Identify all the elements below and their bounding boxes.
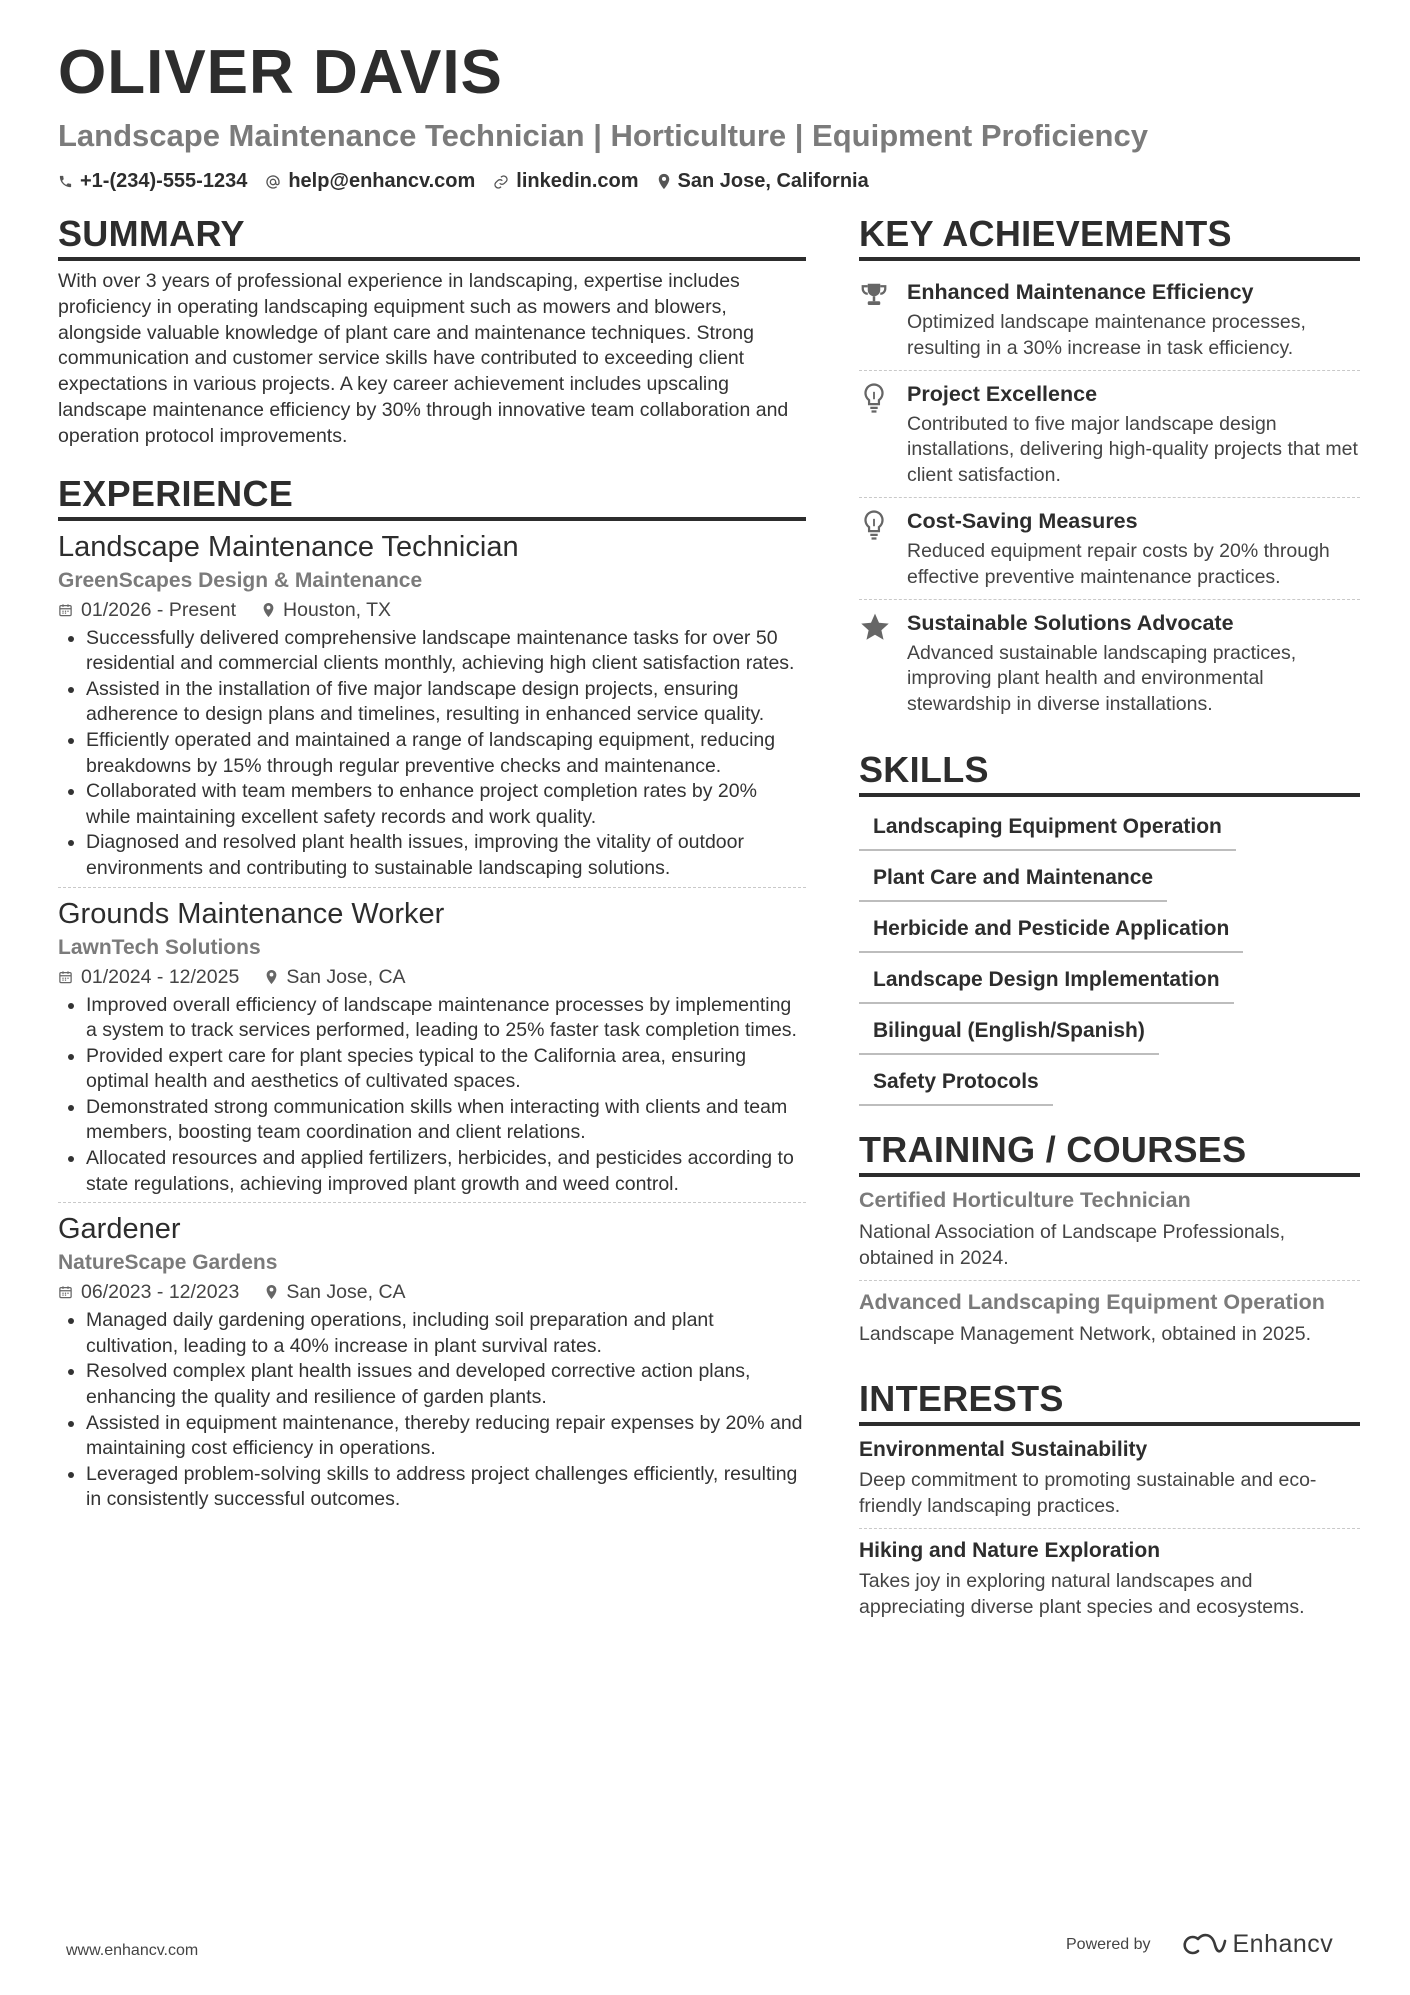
job-title: Gardener xyxy=(58,1213,181,1246)
experience-section xyxy=(58,472,806,1518)
right-column xyxy=(859,212,1360,1629)
job-location: Houston, TX xyxy=(283,598,392,621)
achievement-item xyxy=(859,497,1360,599)
interest-title: Environmental Sustainability xyxy=(859,1438,1148,1462)
job-company: LawnTech Solutions xyxy=(58,935,261,959)
location-text: San Jose, California xyxy=(677,170,869,192)
job-meta xyxy=(58,1278,806,1306)
interest-desc: Deep commitment to promoting sustainable and eco-friendly landscaping practices. xyxy=(859,1469,1317,1518)
summary-text: With over 3 years of professional experience in landscaping, expertise includes proficiency in operating landscaping equipment such as mowers and blowers, alongside valuable knowledge of plant care and maintenance techniques. Strong communication and customer service skills have contributed to exceeding client expectations in various projects. A key career achievement includes upscaling landscape maintenance efficiency by 30% through innovative team collaboration and operation protocol improvements. xyxy=(58,270,789,447)
job-entry xyxy=(58,887,806,1203)
candidate-headline: Landscape Maintenance Technician | Horticulture | Equipment Proficiency xyxy=(58,118,1148,153)
interest-title: Hiking and Nature Exploration xyxy=(859,1538,1161,1562)
achievement-title: Cost-Saving Measures xyxy=(907,508,1138,533)
bullet-item: Demonstrated strong communication skills when interacting with clients and team members, boosting team coordination and client relations. xyxy=(58,1095,806,1146)
lightbulb-icon xyxy=(859,509,889,541)
location-pin-icon xyxy=(265,969,278,985)
bullet-item: Successfully delivered comprehensive landscape maintenance tasks for over 50 residential and commercial clients monthly, achieving high client satisfaction rates. xyxy=(58,626,806,677)
training-heading: TRAINING / COURSES xyxy=(859,1128,1360,1177)
job-meta xyxy=(58,963,806,991)
trophy-icon xyxy=(859,280,889,310)
achievement-item xyxy=(859,370,1360,497)
bullet-item: Improved overall efficiency of landscape maintenance processes by implementing a system to track services performed, leading to 25% faster task completion times. xyxy=(58,993,806,1044)
experience-heading: EXPERIENCE xyxy=(58,472,806,521)
job-dates: 06/2023 - 12/2023 xyxy=(81,1281,240,1304)
job-company: NatureScape Gardens xyxy=(58,1251,278,1275)
skills-heading: SKILLS xyxy=(859,748,1360,797)
skill-tag: Herbicide and Pesticide Application xyxy=(859,907,1243,953)
contact-location xyxy=(657,170,869,193)
skill-tag: Landscaping Equipment Operation xyxy=(859,805,1236,851)
course-item xyxy=(859,1280,1360,1356)
bullet-item: Leveraged problem-solving skills to address project challenges efficiently, resulting in consistently successful outcomes. xyxy=(58,1462,806,1513)
enhancv-logo-icon xyxy=(1177,1932,1227,1958)
interests-heading: INTERESTS xyxy=(859,1377,1360,1426)
contact-bar xyxy=(58,170,887,193)
course-title: Certified Horticulture Technician xyxy=(859,1187,1191,1212)
calendar-icon xyxy=(58,602,73,618)
calendar-icon xyxy=(58,1284,73,1300)
link-icon xyxy=(493,174,509,190)
location-pin-icon xyxy=(265,1284,278,1300)
job-meta xyxy=(58,596,806,624)
bullet-item: Managed daily gardening operations, including soil preparation and plant cultivation, leading to a 40% increase in plant survival rates. xyxy=(58,1308,806,1359)
interest-item xyxy=(859,1434,1360,1528)
lightbulb-icon xyxy=(859,382,889,414)
course-item xyxy=(859,1185,1360,1280)
bullet-item: Assisted in the installation of five major landscape design projects, ensuring adherence to design plans and timelines, resulting in enhanced service quality. xyxy=(58,677,806,728)
email-text: help@enhancv.com xyxy=(288,170,476,192)
achievement-desc: Reduced equipment repair costs by 20% through effective preventive maintenance practices. xyxy=(907,539,1330,588)
course-title: Advanced Landscaping Equipment Operation xyxy=(859,1289,1325,1314)
left-column xyxy=(58,212,806,1518)
job-title: Landscape Maintenance Technician xyxy=(58,530,519,563)
summary-heading: SUMMARY xyxy=(58,212,806,261)
bullet-item: Diagnosed and resolved plant health issues, improving the vitality of outdoor environments and contributing to sustainable landscaping solutions. xyxy=(58,830,806,881)
linkedin-text: linkedin.com xyxy=(516,170,639,192)
achievement-title: Enhanced Maintenance Efficiency xyxy=(907,280,1254,304)
achievement-desc: Advanced sustainable landscaping practices, improving plant health and environmental stewardship in diverse installations. xyxy=(907,641,1297,716)
job-bullets xyxy=(58,1308,806,1513)
skill-tag: Safety Protocols xyxy=(859,1060,1053,1106)
skills-section xyxy=(859,748,1360,1106)
job-bullets xyxy=(58,626,806,882)
contact-linkedin[interactable] xyxy=(493,170,638,193)
job-company: GreenScapes Design & Maintenance xyxy=(58,568,423,592)
summary-section xyxy=(58,212,806,450)
powered-by-label: Powered by xyxy=(1066,1935,1151,1953)
training-section xyxy=(859,1128,1360,1355)
bullet-item: Assisted in equipment maintenance, thereby reducing repair expenses by 20% and maintaining cost efficiency in operations. xyxy=(58,1411,806,1462)
achievement-desc: Contributed to five major landscape design installations, delivering high-quality projects that met client satisfaction. xyxy=(907,412,1358,487)
bullet-item: Resolved complex plant health issues and developed corrective action plans, enhancing the quality and resilience of garden plants. xyxy=(58,1359,806,1410)
footer-website[interactable]: www.enhancv.com xyxy=(66,1942,199,1959)
location-pin-icon xyxy=(657,173,671,190)
bullet-item: Collaborated with team members to enhance project completion rates by 20% while maintaining excellent safety records and work quality. xyxy=(58,779,806,830)
interests-section xyxy=(859,1377,1360,1628)
phone-text: +1-(234)-555-1234 xyxy=(80,170,248,192)
bullet-item: Efficiently operated and maintained a range of landscaping equipment, reducing breakdowns by 15% through regular preventive checks and maintenance. xyxy=(58,728,806,779)
job-title: Grounds Maintenance Worker xyxy=(58,897,445,930)
footer-powered-by[interactable] xyxy=(1066,1930,1333,1959)
course-desc: Landscape Management Network, obtained in 2025. xyxy=(859,1322,1312,1345)
achievements-heading: KEY ACHIEVEMENTS xyxy=(859,212,1360,261)
bullet-item: Provided expert care for plant species typical to the California area, ensuring optimal health and aesthetics of cultivated spaces. xyxy=(58,1044,806,1095)
course-desc: National Association of Landscape Professionals, obtained in 2024. xyxy=(859,1220,1286,1269)
contact-phone[interactable] xyxy=(58,170,247,193)
skill-tag: Landscape Design Implementation xyxy=(859,958,1234,1004)
job-entry xyxy=(58,1202,806,1518)
interest-desc: Takes joy in exploring natural landscapes and appreciating diverse plant species and ecosystems. xyxy=(859,1569,1305,1618)
star-icon xyxy=(859,611,891,643)
calendar-icon xyxy=(58,969,73,985)
enhancv-brand: Enhancv xyxy=(1232,1930,1334,1958)
interest-item xyxy=(859,1528,1360,1629)
job-dates: 01/2026 - Present xyxy=(81,598,237,621)
at-icon xyxy=(265,174,281,190)
phone-icon xyxy=(58,174,73,189)
location-pin-icon xyxy=(262,602,275,618)
job-dates: 01/2024 - 12/2025 xyxy=(81,965,240,988)
achievement-item xyxy=(859,269,1360,370)
job-location: San Jose, CA xyxy=(286,1281,406,1304)
job-entry xyxy=(58,529,806,887)
candidate-name: OLIVER DAVIS xyxy=(58,38,503,107)
skill-tag: Bilingual (English/Spanish) xyxy=(859,1009,1159,1055)
achievement-desc: Optimized landscape maintenance processes, resulting in a 30% increase in task efficiency. xyxy=(907,311,1306,359)
achievement-item xyxy=(859,599,1360,726)
achievement-title: Sustainable Solutions Advocate xyxy=(907,610,1234,635)
achievements-section xyxy=(859,212,1360,726)
job-location: San Jose, CA xyxy=(286,965,406,988)
bullet-item: Allocated resources and applied fertilizers, herbicides, and pesticides according to state regulations, achieving improved plant growth and weed control. xyxy=(58,1146,806,1197)
contact-email[interactable] xyxy=(265,170,475,193)
skill-tag: Plant Care and Maintenance xyxy=(859,856,1167,902)
job-bullets xyxy=(58,993,806,1198)
achievement-title: Project Excellence xyxy=(907,381,1098,406)
